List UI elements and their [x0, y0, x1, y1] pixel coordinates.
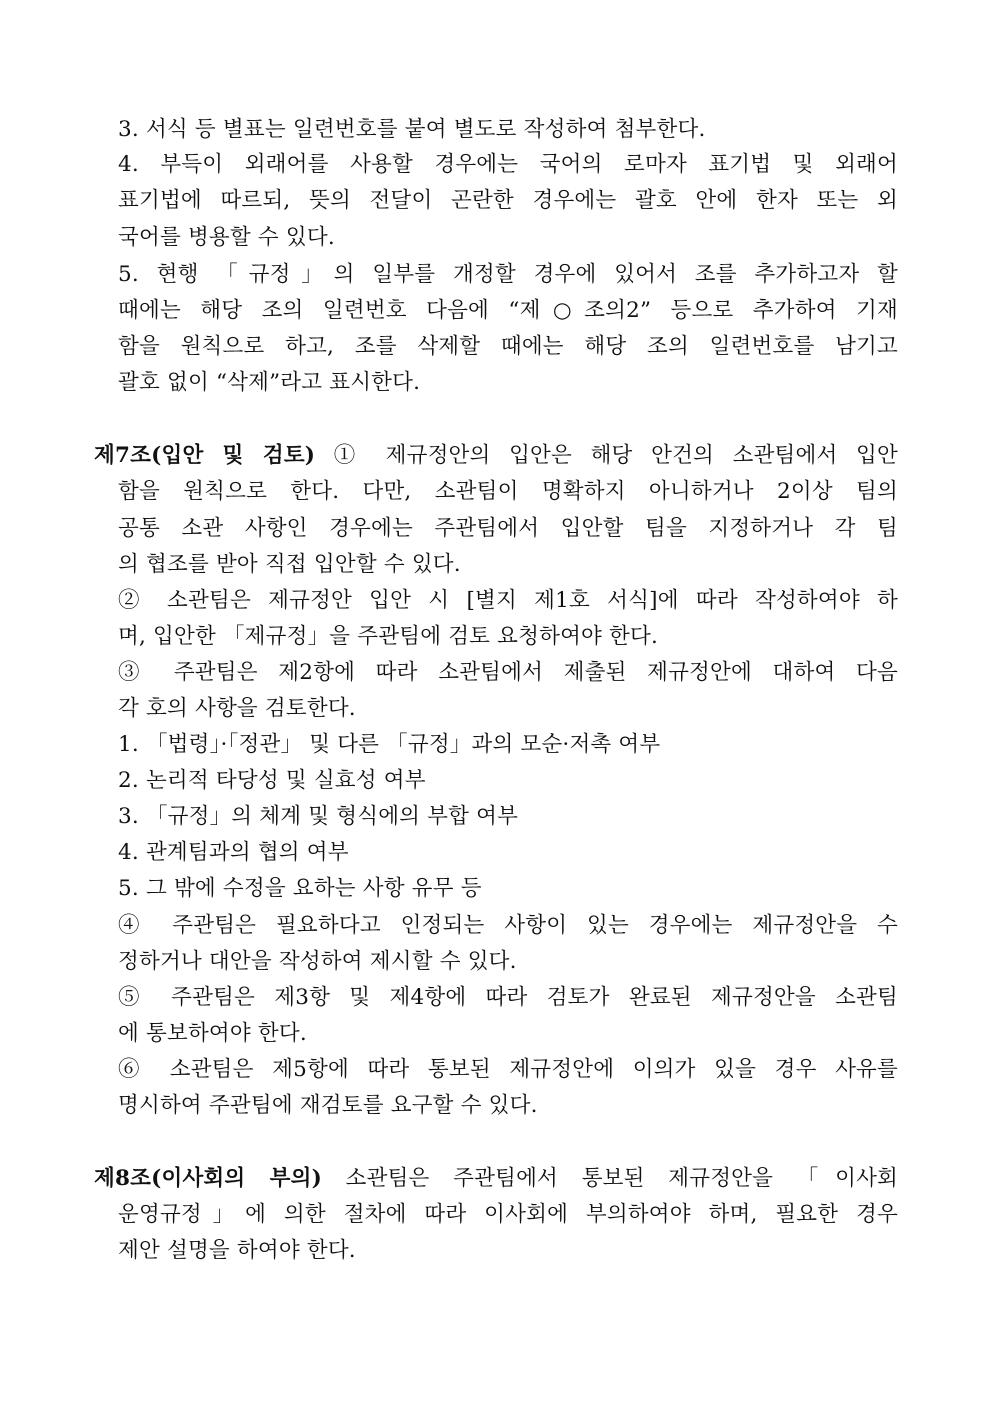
article-7-item-1: 1. 「법령」·「정관」 및 다른 「규정」과의 모순·저촉 여부	[118, 732, 661, 757]
article-7-line: 함을 원칙으로 한다. 다만, 소관팀이 명확하지 아니하거나 2이상 팀의	[118, 479, 898, 504]
article-7-first-line	[94, 443, 898, 469]
article-7-item-4: 4. 관계팀과의 협의 여부	[118, 840, 349, 865]
article-7-line: 공통 소관 사항인 경우에는 주관팀에서 입안할 팀을 지정하거나 각 팀	[118, 516, 898, 541]
intro-item-3: 3. 서식 등 별표는 일련번호를 붙여 별도로 작성하여 첨부한다.	[118, 117, 706, 142]
article-7-line: 며, 입안한 「제규정」을 주관팀에 검토 요청하여야 한다.	[118, 624, 659, 649]
article-7-first-line-text: ① 제규정안의 입안은 해당 안건의 소관팀에서 입안	[315, 443, 898, 468]
article-7-paragraph-3: ③ 주관팀은 제2항에 따라 소관팀에서 제출된 제규정안에 대하여 다음	[118, 660, 898, 685]
article-8-line: 운영규정」에 의한 절차에 따라 이사회에 부의하여야 하며, 필요한 경우	[118, 1202, 898, 1227]
intro-item-5-line-4: 괄호 없이 “삭제”라고 표시한다.	[118, 370, 421, 395]
article-8-first-line-text: 소관팀은 주관팀에서 통보된 제규정안을 「이사회	[321, 1166, 899, 1191]
article-7-paragraph-5: ⑤ 주관팀은 제3항 및 제4항에 따라 검토가 완료된 제규정안을 소관팀	[118, 985, 898, 1010]
article-7-line: 명시하여 주관팀에 재검토를 요구할 수 있다.	[118, 1093, 538, 1118]
article-7-item-2: 2. 논리적 타당성 및 실효성 여부	[118, 768, 426, 793]
article-7-paragraph-6: ⑥ 소관팀은 제5항에 따라 통보된 제규정안에 이의가 있을 경우 사유를	[118, 1057, 898, 1082]
intro-item-4-line-1: 4. 부득이 외래어를 사용할 경우에는 국어의 로마자 표기법 및 외래어	[118, 152, 898, 177]
article-7-title: 제7조(입안 및 검토)	[94, 443, 316, 468]
article-8-first-line	[94, 1166, 898, 1192]
article-7-item-5: 5. 그 밖에 수정을 요하는 사항 유무 등	[118, 876, 482, 901]
article-8-line: 제안 설명을 하여야 한다.	[118, 1238, 356, 1263]
intro-item-5-line-1: 5. 현행 「규정」의 일부를 개정할 경우에 있어서 조를 추가하고자 할	[118, 262, 898, 287]
intro-item-4-line-2: 표기법에 따르되, 뜻의 전달이 곤란한 경우에는 괄호 안에 한자 또는 외	[118, 188, 898, 213]
article-7-line: 에 통보하여야 한다.	[118, 1021, 307, 1046]
article-7-line: 의 협조를 받아 직접 입안할 수 있다.	[118, 552, 461, 577]
article-7-item-3: 3. 「규정」의 체계 및 형식에의 부합 여부	[118, 804, 519, 829]
article-7-line: 정하거나 대안을 작성하여 제시할 수 있다.	[118, 949, 517, 974]
intro-item-5-line-2: 때에는 해당 조의 일련번호 다음에 “제○조의2” 등으로 추가하여 기재	[118, 298, 898, 323]
article-7-line: 각 호의 사항을 검토한다.	[118, 696, 356, 721]
intro-item-5-line-3: 함을 원칙으로 하고, 조를 삭제할 때에는 해당 조의 일련번호를 남기고	[118, 334, 898, 359]
article-8-title: 제8조(이사회의 부의)	[94, 1166, 322, 1191]
article-7-paragraph-2: ② 소관팀은 제규정안 입안 시 [별지 제1호 서식]에 따라 작성하여야 하	[118, 588, 898, 613]
article-7-paragraph-4: ④ 주관팀은 필요하다고 인정되는 사항이 있는 경우에는 제규정안을 수	[118, 913, 898, 938]
intro-item-4-line-3: 국어를 병용할 수 있다.	[118, 225, 335, 250]
